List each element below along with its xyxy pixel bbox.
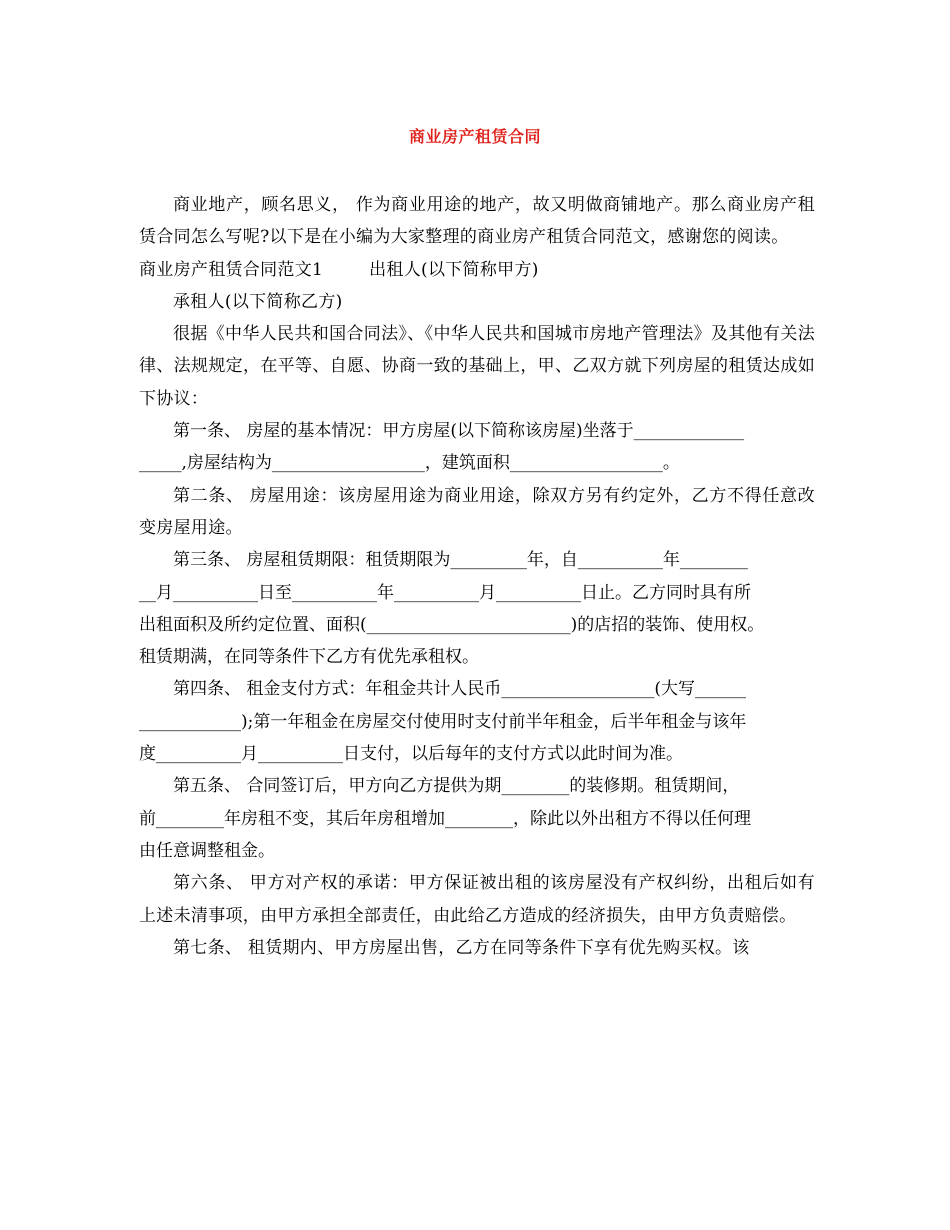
article-5-line-1: 第五条、 合同签订后，甲方向乙方提供为期________的装修期。租赁期间， [173, 776, 740, 797]
article-3-line-1: 第三条、 房屋租赁期限：租赁期限为_________年，自__________年________ [173, 550, 748, 571]
article-4 [139, 673, 815, 770]
article-3 [139, 544, 815, 673]
article-5 [139, 770, 815, 867]
lessee-line: 承租人(以下简称乙方) [173, 291, 343, 312]
article-3-line-3: 出租面积及所约定位置、面积(________________________)的店招的装饰、使用权。 [139, 614, 765, 635]
article-5-line-2: 前________年房租不变，其后年房租增加________，除此以外出租方不得以任何理 [139, 808, 751, 829]
sample-heading: 商业房产租赁合同范文1 [139, 259, 324, 280]
article-5-line-3: 由任意调整租金。 [139, 840, 275, 861]
document-body [139, 189, 815, 964]
article-1 [139, 415, 815, 480]
document-title: 商业房产租赁合同 [408, 127, 541, 146]
basis-paragraph: 很据《中华人民共和国合同法》、《中华人民共和国城市房地产管理法》及其他有关法律、法规规定，在平等、自愿、协商一致的基础上，甲、乙双方就下列房屋的租赁达成如下协议： [139, 324, 815, 409]
article-1-line-2: _____,房屋结构为__________________，建筑面积__________________。 [139, 453, 680, 474]
article-3-line-4: 租赁期满，在同等条件下乙方有优先承租权。 [139, 647, 479, 668]
intro-paragraph: 商业地产，顾名思义， 作为商业用途的地产，故又明做商铺地产。那么商业房产租赁合同怎么写呢?以下是在小编为大家整理的商业房产租赁合同范文，感谢您的阅读。 [139, 195, 815, 248]
article-6: 第六条、 甲方对产权的承诺：甲方保证被出租的该房屋没有产权纠纷，出租后如有上述未清事项，由甲方承担全部责任，由此给乙方造成的经济损失，由甲方负责赔偿。 [139, 873, 815, 926]
article-2: 第二条、 房屋用途：该房屋用途为商业用途，除双方另有约定外，乙方不得任意改变房屋用途。 [139, 485, 815, 538]
article-4-line-2: ____________);第一年租金在房屋交付使用时支付前半年租金，后半年租金与该年 [139, 711, 747, 732]
article-4-line-1: 第四条、 租金支付方式：年租金共计人民币__________________(大写______ [173, 679, 747, 700]
sample-heading-line [139, 254, 815, 286]
article-7: 第七条、 租赁期内、甲方房屋出售，乙方在同等条件下享有优先购买权。该 [173, 937, 750, 958]
article-1-line-1: 第一条、 房屋的基本情况：甲方房屋(以下简称该房屋)坐落于_____________ [173, 421, 745, 442]
article-3-line-2: __月__________日至__________年__________月__________日止。乙方同时具有所 [139, 582, 751, 603]
article-4-line-3: 度__________月__________日支付，以后每年的支付方式以此时间为准。 [139, 744, 683, 765]
lessor-line: 出租人(以下简称甲方) [369, 259, 539, 280]
